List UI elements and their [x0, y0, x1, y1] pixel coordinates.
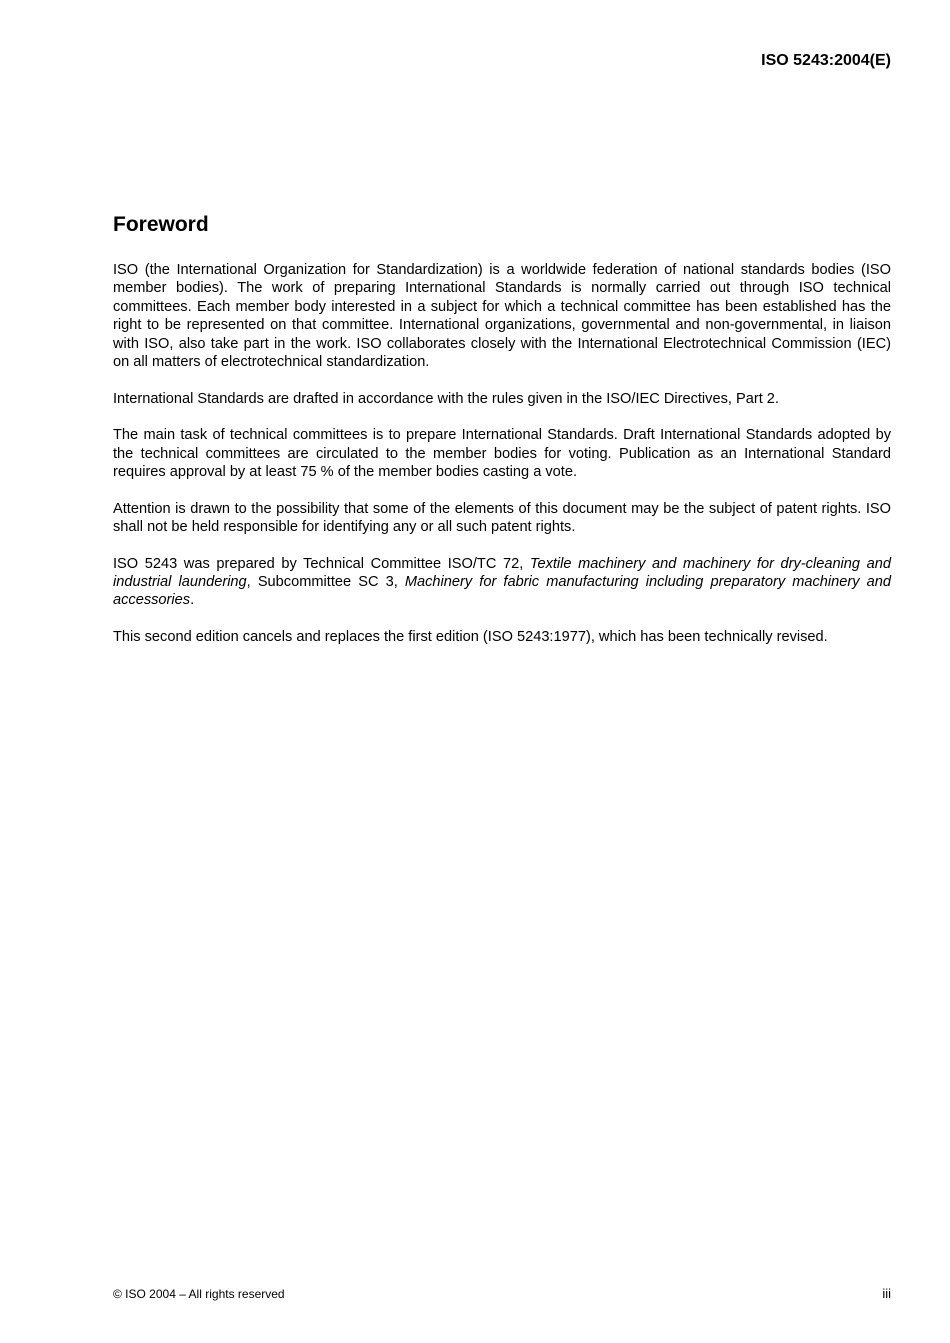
subcommittee-name: Machinery for fabric manufacturing including preparatory machinery and accessories	[113, 574, 891, 609]
paragraph-edition: This second edition cancels and replaces the first edition (ISO 5243:1977), which has been technically revised.	[113, 629, 828, 646]
prepared-by-text: ISO 5243 was prepared by Technical Committee ISO/TC 72,	[113, 555, 530, 572]
paragraph-iso-intro: ISO (the International Organization for Standardization) is a worldwide federation of national standards bodies (ISO member bodies). The work of preparing International Standards is normally carried out through ISO technical committees. Each member body interested in a subject for which a technical committee has been established has the right to be represented on that committee. International organizations, governmental and non-governmental, in liaison with ISO, also take part in the work. ISO collaborates closely with the International Electrotechnical Commission (IEC) on all matters of electrotechnical standardization.	[113, 262, 891, 371]
sentence-end: .	[190, 592, 195, 609]
paragraph-patent-rights: Attention is drawn to the possibility that some of the elements of this document may be the subject of patent rights. ISO shall not be held responsible for identifying any or all such patent rights.	[113, 500, 891, 536]
committee-name: Textile machinery and machinery for dry-cleaning and industrial laundering	[113, 555, 891, 591]
paragraph-directives: International Standards are drafted in accordance with the rules given in the ISO/IEC Directives, Part 2.	[113, 390, 779, 407]
page-title: Foreword	[113, 213, 209, 236]
paragraph-committee-task: The main task of technical committees is to prepare International Standards. Draft International Standards adopted by the technical committees are circulated to the member bodies for voting. Publication as an International Standard requires approval by at least 75 % of the member bodies casting a vote.	[113, 427, 891, 481]
document-id-header: ISO 5243:2004(E)	[761, 52, 891, 69]
subcommittee-text: , Subcommittee SC 3,	[246, 574, 405, 591]
paragraph-prepared-by	[113, 555, 891, 610]
copyright-footer: © ISO 2004 – All rights reserved	[113, 1287, 285, 1301]
page-number: iii	[882, 1286, 891, 1301]
foreword-section	[113, 210, 891, 665]
